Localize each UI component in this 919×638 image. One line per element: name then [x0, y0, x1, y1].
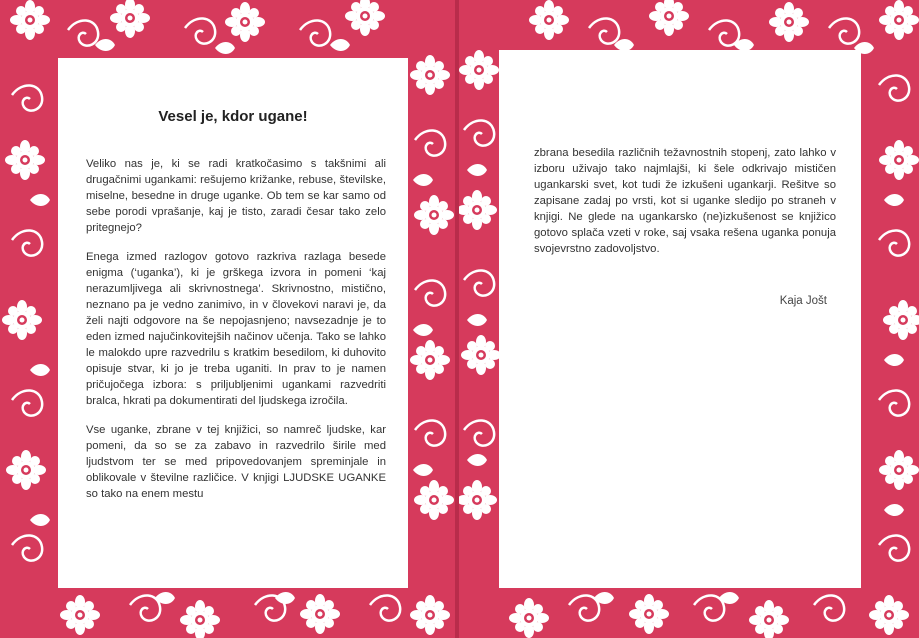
- right-page: [459, 0, 919, 638]
- author-signature: Kaja Jošt: [779, 295, 827, 307]
- paragraph: Enega izmed razlogov gotovo razkriva razlaga besede enigma (‘uganka’), ki je grškega izvora in pomeni ‘kaj nerazumljivega ali skrivnostnega’. Skrivnostno, mistično, neznano pa je vedno zanimivo, in v človekovi naravi je, da želi najti odgovore na še nepojasnjeno; navsezadnje je to eden izmed najučinkovitejših načinov učenja. Tako se lahko le malokdo upre razvedrilu s kratkim besedilom, ki duhovito opisuje stvar, ki jo je treba uganiti. In prav to je namen pričujočega izbora: s priljubljenimi ugankami razvedriti bralca, hkrati pa dokumentirati del ljudskega izročila.: [86, 251, 386, 407]
- paragraph: zbrana besedila različnih težavnostnih stopenj, zato lahko v izboru uživajo tako najmlajši, ki šele odkrivajo mističen ugankarski svet, kot tudi že izkušeni ugankarji. Rešitve so zapisane zadaj po vrsti, kot si uganke sledijo po straneh v knjigi. Ne glede na ugankarsko (ne)izkušenost se knjižico gotovo splača vzeti v roke, saj vsaka rešena uganka ponuja svojevrstno zadovoljstvo.: [534, 147, 836, 255]
- left-page: [0, 0, 455, 638]
- paragraph: Veliko nas je, ki se radi kratkočasimo s takšnimi ali drugačnimi ugankami: rešujemo križanke, rebuse, številske, miselne, besedne in druge uganke. Ob tem se kar samo od sebe porodi vprašanje, kaj je tisto, zaradi česar tako zelo pritegnejo?: [86, 158, 386, 234]
- paragraph: Vse uganke, zbrane v tej knjižici, so namreč ljudske, kar pomeni, da so se za zabavo in razvedrilo širile med ljudstvom ter se med pripovedovanjem spreminjale in oblikovale v številne različice. V knjigi LJUDSKE UGANKE so tako na enem mestu: [86, 424, 386, 500]
- text-panel-right: [499, 50, 861, 588]
- text-panel-left: [58, 58, 408, 588]
- left-body-text: [86, 156, 386, 515]
- page-title: Vesel je, kdor ugane!: [158, 108, 308, 125]
- right-body-text: [534, 145, 836, 270]
